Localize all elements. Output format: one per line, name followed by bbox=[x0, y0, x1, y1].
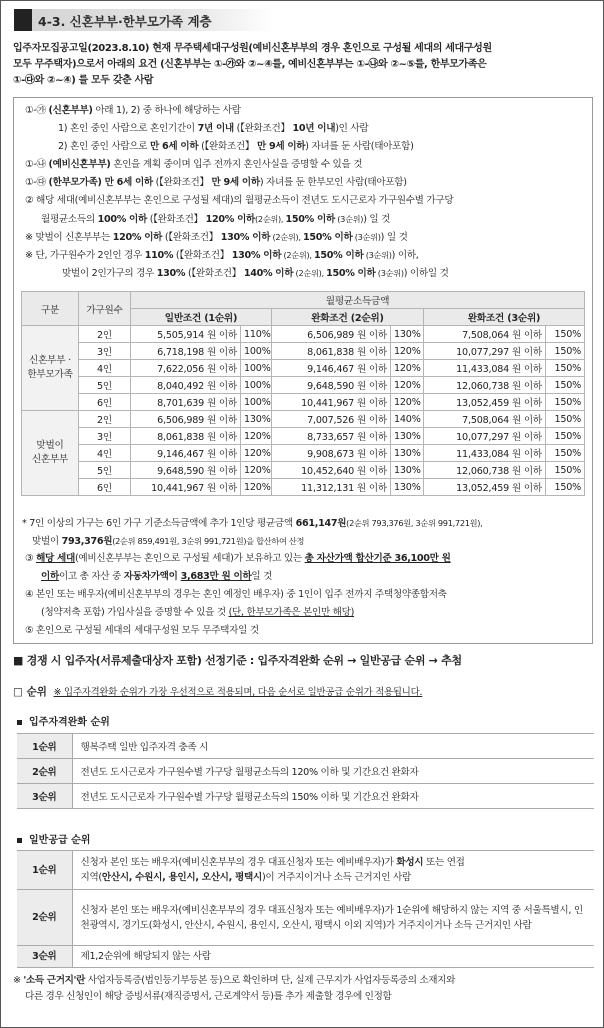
table-row bbox=[22, 445, 585, 462]
table-row bbox=[17, 784, 594, 809]
member-count: 5인 bbox=[79, 462, 131, 479]
rank-cell: 2순위 bbox=[17, 890, 72, 946]
income-percent: 120% bbox=[391, 343, 424, 360]
rank-cell: 1순위 bbox=[17, 851, 72, 890]
member-count: 3인 bbox=[79, 343, 131, 360]
income-amount: 10,452,640 원 이하 bbox=[272, 462, 391, 479]
relax-rank-table bbox=[17, 733, 594, 809]
selection-criteria-title: ■ 경쟁 시 입주자(서류제출대상자 포함) 선정기준 : 입주자격완화 순위 → 일반공급 순위 → 추첨 bbox=[13, 654, 462, 667]
income-percent: 130% bbox=[391, 479, 424, 496]
relax-rank-heading: 입주자격완화 순위 bbox=[17, 713, 110, 728]
income-percent: 100% bbox=[241, 360, 272, 377]
income-percent: 120% bbox=[241, 445, 272, 462]
general-rank-table bbox=[17, 850, 594, 968]
rank-desc: 전년도 도시근로자 가구원수별 가구당 월평균소득의 120% 이하 및 기간요건 완화자 bbox=[72, 759, 594, 784]
income-amount: 10,077,297 원 이하 bbox=[424, 428, 546, 445]
req-no-house: ⑤ 혼인으로 구성될 세대의 세대구성원 모두 무주택자일 것 bbox=[25, 625, 259, 636]
income-amount: 9,146,467 원 이하 bbox=[131, 445, 241, 462]
table-row bbox=[22, 411, 585, 428]
section-title: 4-3. 신혼부부·한부모가족 계층 bbox=[38, 14, 212, 29]
col-income: 월평균소득금액 bbox=[131, 292, 585, 309]
rank-cell: 3순위 bbox=[17, 784, 72, 809]
income-amount: 11,433,084 원 이하 bbox=[424, 360, 546, 377]
eligibility-intro bbox=[13, 41, 593, 89]
table-row bbox=[22, 360, 585, 377]
income-amount: 8,733,657 원 이하 bbox=[272, 428, 391, 445]
income-percent: 110% bbox=[241, 326, 272, 343]
table-row bbox=[22, 479, 585, 496]
income-amount: 10,441,967 원 이하 bbox=[131, 479, 241, 496]
note-seven-plus-dual: 맞벌이 793,376원(2순위 859,491원, 3순위 991,721원)을 합산하여 산정 bbox=[32, 536, 305, 547]
income-amount: 9,648,590 원 이하 bbox=[131, 462, 241, 479]
section-header bbox=[14, 9, 274, 31]
rank-desc: 행복주택 일반 입주자격 충족 시 bbox=[72, 734, 594, 759]
req-newlyweds-1: 1) 혼인 중인 사람으로 혼인기간이 7년 이내 (【완화조건】 10년 이내)인 사람 bbox=[58, 123, 369, 134]
req-assets-2: 이하이고 총 자산 중 자동차가액이 3,683만 원 이하일 것 bbox=[41, 571, 273, 582]
table-row bbox=[17, 734, 594, 759]
member-count: 6인 bbox=[79, 394, 131, 411]
income-percent: 150% bbox=[546, 360, 585, 377]
table-row bbox=[17, 946, 594, 968]
table-row bbox=[17, 851, 594, 890]
bullet-icon bbox=[17, 838, 22, 843]
income-percent: 150% bbox=[546, 343, 585, 360]
income-amount: 13,052,459 원 이하 bbox=[424, 479, 546, 496]
income-percent: 150% bbox=[546, 394, 585, 411]
income-percent: 100% bbox=[241, 343, 272, 360]
income-percent: 120% bbox=[391, 377, 424, 394]
col-relax2: 완화조건 (2순위) bbox=[272, 309, 424, 326]
general-rank-heading: 일반공급 순위 bbox=[17, 831, 90, 846]
income-amount: 9,648,590 원 이하 bbox=[272, 377, 391, 394]
income-percent: 150% bbox=[546, 479, 585, 496]
income-percent: 120% bbox=[241, 428, 272, 445]
table-row bbox=[22, 394, 585, 411]
req-two-person: ※ 단, 가구원수가 2인인 경우 110% (【완화조건】 130% 이하 (2순위), 150% 이하 (3순위)) 이하, bbox=[25, 250, 419, 261]
table-row bbox=[17, 890, 594, 946]
table-row bbox=[22, 377, 585, 394]
income-amount: 7,007,526 원 이하 bbox=[272, 411, 391, 428]
income-percent: 120% bbox=[391, 360, 424, 377]
member-count: 6인 bbox=[79, 479, 131, 496]
income-percent: 150% bbox=[546, 445, 585, 462]
rank-desc: 신청자 본인 또는 배우자(예비신혼부부의 경우 대표신청자 또는 예비배우자)가 화성시 또는 연접 지역(안산시, 수원시, 용인시, 오산시, 평택시)이 거주지이거나 소득 근거지인 사람 bbox=[72, 851, 594, 890]
col-relax3: 완화조건 (3순위) bbox=[424, 309, 585, 326]
req-savings-2: (청약저축 포함) 가입사실을 증명할 수 있을 것 (단, 한부모가족은 본인만 해당) bbox=[41, 607, 355, 618]
income-amount: 12,060,738 원 이하 bbox=[424, 377, 546, 394]
rank-cell: 1순위 bbox=[17, 734, 72, 759]
member-count: 2인 bbox=[79, 326, 131, 343]
req-savings: ④ 본인 또는 배우자(예비신혼부부의 경우는 혼인 예정인 배우자) 중 1인이 입주 전까지 주택청약종합저축 bbox=[25, 589, 447, 600]
income-amount: 6,506,989 원 이하 bbox=[131, 411, 241, 428]
member-count: 3인 bbox=[79, 428, 131, 445]
income-amount: 12,060,738 원 이하 bbox=[424, 462, 546, 479]
income-amount: 5,505,914 원 이하 bbox=[131, 326, 241, 343]
income-percent: 120% bbox=[241, 479, 272, 496]
rank-desc: 제1,2순위에 해당되지 않는 사람 bbox=[72, 946, 594, 968]
req-dual-income: ※ 맞벌이 신혼부부는 120% 이하 (【완화조건】 130% 이하 (2순위), 150% 이하 (3순위)) 일 것 bbox=[25, 232, 408, 243]
req-newlyweds: ①-㉮ (신혼부부) 아래 1), 2) 중 하나에 해당하는 사람 bbox=[25, 105, 241, 116]
table-row bbox=[22, 326, 585, 343]
member-count: 4인 bbox=[79, 360, 131, 377]
income-amount: 7,508,064 원 이하 bbox=[424, 411, 546, 428]
rank-cell: 3순위 bbox=[17, 946, 72, 968]
income-amount: 8,701,639 원 이하 bbox=[131, 394, 241, 411]
member-count: 4인 bbox=[79, 445, 131, 462]
income-percent: 130% bbox=[391, 326, 424, 343]
income-percent: 130% bbox=[391, 428, 424, 445]
income-amount: 6,718,198 원 이하 bbox=[131, 343, 241, 360]
col-general: 일반조건 (1순위) bbox=[131, 309, 272, 326]
income-amount: 8,061,838 원 이하 bbox=[272, 343, 391, 360]
income-amount: 10,441,967 원 이하 bbox=[272, 394, 391, 411]
income-percent: 150% bbox=[546, 462, 585, 479]
income-percent: 130% bbox=[391, 445, 424, 462]
table-row bbox=[22, 428, 585, 445]
income-amount: 8,061,838 원 이하 bbox=[131, 428, 241, 445]
rank-cell: 2순위 bbox=[17, 759, 72, 784]
table-row bbox=[22, 462, 585, 479]
order-heading: □ 순위 ※ 입주자격완화 순위가 가장 우선적으로 적용되며, 다음 순서로 일반공급 순위가 적용됩니다. bbox=[13, 686, 423, 698]
income-amount: 6,506,989 원 이하 bbox=[272, 326, 391, 343]
intro-line: ①-㉰와 ②~④) 를 모두 갖춘 사람 bbox=[13, 75, 154, 86]
income-percent: 130% bbox=[241, 411, 272, 428]
income-amount: 9,908,673 원 이하 bbox=[272, 445, 391, 462]
col-type: 구분 bbox=[22, 292, 79, 326]
req-two-person-dual: 맞벌이 2인가구의 경우 130% (【완화조건】 140% 이하 (2순위), 150% 이하 (3순위)) 이하일 것 bbox=[62, 268, 449, 279]
income-amount: 7,622,056 원 이하 bbox=[131, 360, 241, 377]
income-percent: 100% bbox=[241, 377, 272, 394]
income-percent: 150% bbox=[546, 411, 585, 428]
req-prospective: ①-㉯ (예비신혼부부) 혼인을 계획 중이며 입주 전까지 혼인사실을 증명할 수 있을 것 bbox=[25, 159, 363, 170]
income-amount: 13,052,459 원 이하 bbox=[424, 394, 546, 411]
intro-line: 모두 무주택자)으로서 아래의 요건 (신혼부부는 ①-㉮와 ②~④를, 예비신혼부부는 ①-㉯와 ②~⑤를, 한부모가족은 bbox=[13, 59, 487, 70]
req-income-2: 월평균소득의 100% 이하 (【완화조건】 120% 이하(2순위), 150% 이하 (3순위)) 일 것 bbox=[41, 214, 391, 225]
income-percent: 140% bbox=[391, 411, 424, 428]
member-count: 5인 bbox=[79, 377, 131, 394]
rank-desc: 전년도 도시근로자 가구원수별 가구당 월평균소득의 150% 이하 및 기간요건 완화자 bbox=[72, 784, 594, 809]
income-percent: 150% bbox=[546, 428, 585, 445]
req-newlyweds-2: 2) 혼인 중인 사람으로 만 6세 이하 (【완화조건】 만 9세 이하) 자녀를 둔 사람(태아포함) bbox=[58, 141, 414, 152]
header-marker bbox=[14, 9, 32, 31]
table-row bbox=[22, 343, 585, 360]
member-count: 2인 bbox=[79, 411, 131, 428]
footnote: ※ '소득 근거지'란 사업자등록증(법인등기부등본 등)으로 확인하며 단, 실제 근무지가 사업자등록증의 소재지와 다른 경우 신청인이 해당 증빙서류(재직증명서, 근로계약서 등)를 추가 제출할 경우에 인정함 bbox=[13, 975, 456, 1002]
col-members: 가구원수 bbox=[79, 292, 131, 326]
income-amount: 10,077,297 원 이하 bbox=[424, 343, 546, 360]
group-label: 맞벌이 신혼부부 bbox=[22, 411, 79, 496]
income-percent: 100% bbox=[241, 394, 272, 411]
income-percent: 150% bbox=[546, 326, 585, 343]
group-label: 신혼부부 · 한부모가족 bbox=[22, 326, 79, 411]
income-percent: 120% bbox=[391, 394, 424, 411]
income-amount: 11,433,084 원 이하 bbox=[424, 445, 546, 462]
income-amount: 8,040,492 원 이하 bbox=[131, 377, 241, 394]
note-seven-plus: * 7인 이상의 가구는 6인 가구 기준소득금액에 추가 1인당 평균금액 661,147원(2순위 793,376원, 3순위 991,721원), bbox=[22, 518, 483, 529]
income-table bbox=[21, 291, 585, 496]
table-row bbox=[17, 759, 594, 784]
income-amount: 7,508,064 원 이하 bbox=[424, 326, 546, 343]
req-income: ② 해당 세대(예비신혼부부는 혼인으로 구성될 세대)의 월평균소득이 전년도 도시근로자 가구원수별 가구당 bbox=[25, 195, 454, 206]
rank-desc: 신청자 본인 또는 배우자(예비신혼부부의 경우 대표신청자 또는 예비배우자)가 1순위에 해당하지 않는 지역 중 서울특별시, 인천광역시, 경기도(화성시, 안산시, 수원시, 용인시, 오산시, 평택시 이외 지역)가 거주지이거나 소득 근거지인 사람 bbox=[72, 890, 594, 946]
income-percent: 150% bbox=[546, 377, 585, 394]
income-amount: 11,312,131 원 이하 bbox=[272, 479, 391, 496]
income-percent: 120% bbox=[241, 462, 272, 479]
income-amount: 9,146,467 원 이하 bbox=[272, 360, 391, 377]
req-assets: ③ 해당 세대(예비신혼부부는 혼인으로 구성될 세대)가 보유하고 있는 총 자산가액 합산기준 36,100만 원 bbox=[25, 553, 451, 564]
req-single-parent: ①-㉰ (한부모가족) 만 6세 이하 (【완화조건】 만 9세 이하) 자녀를 둔 한부모인 사람(태아포함) bbox=[25, 177, 407, 188]
bullet-icon bbox=[17, 720, 22, 725]
intro-line: 입주자모집공고일(2023.8.10) 현재 무주택세대구성원(예비신혼부부의 경우 혼인으로 구성될 세대의 세대구성원 bbox=[13, 43, 492, 54]
income-percent: 130% bbox=[391, 462, 424, 479]
